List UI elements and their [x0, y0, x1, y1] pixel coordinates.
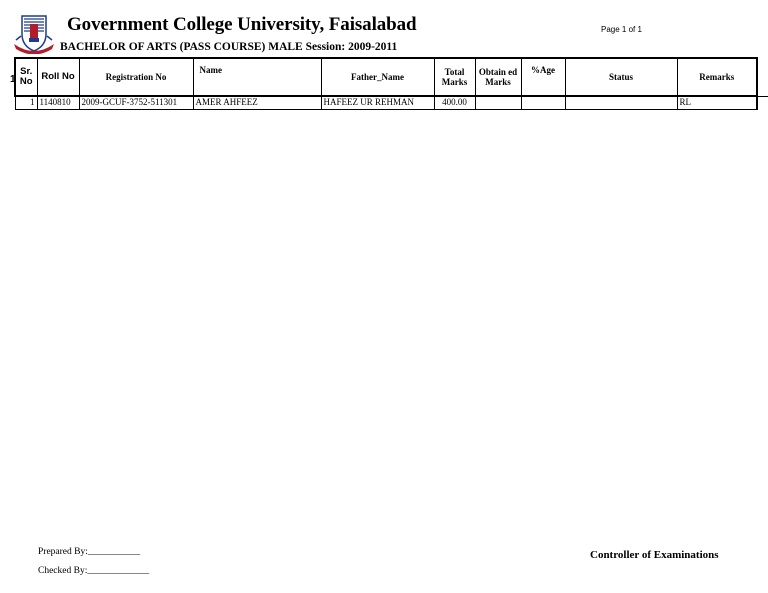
table-row — [15, 96, 757, 109]
header-rule-extension — [756, 96, 768, 97]
controller-signature-label: Controller of Examinations — [590, 549, 719, 561]
university-crest-icon — [12, 14, 56, 54]
program-session-title: BACHELOR OF ARTS (PASS COURSE) MALE Session: 2009-2011 — [60, 41, 398, 53]
col-header-sr-no: Sr. No — [15, 58, 37, 96]
results-table — [14, 57, 758, 110]
col-header-father-name: Father_Name — [321, 58, 434, 96]
cell-registration-no: 2009-GCUF-3752-511301 — [79, 96, 193, 109]
cell-total-marks: 400.00 — [434, 96, 475, 109]
cell-obtained-marks — [475, 96, 521, 109]
table-header-row — [15, 58, 757, 96]
col-header-percentage: %Age — [521, 58, 565, 96]
cell-roll-no: 1140810 — [37, 96, 79, 109]
col-header-status: Status — [565, 58, 677, 96]
cell-name: AMER AHFEEZ — [193, 96, 321, 109]
prepared-by-line: Prepared By:___________ — [38, 547, 141, 557]
cell-remarks: RL — [677, 96, 757, 109]
page-indicator: Page 1 of 1 — [601, 25, 642, 34]
col-header-total-marks: Total Marks — [434, 58, 475, 96]
margin-mark: 1 — [10, 74, 16, 85]
col-header-roll-no: Roll No — [37, 58, 79, 96]
col-header-registration-no: Registration No — [79, 58, 193, 96]
cell-percentage — [521, 96, 565, 109]
cell-father-name: HAFEEZ UR REHMAN — [321, 96, 434, 109]
checked-by-line: Checked By:_____________ — [38, 566, 150, 576]
col-header-name: Name — [193, 58, 321, 96]
col-header-obtained-marks: Obtain ed Marks — [475, 58, 521, 96]
col-header-remarks: Remarks — [677, 58, 757, 96]
cell-status — [565, 96, 677, 109]
cell-sr-no: 1 — [15, 96, 37, 109]
university-title: Government College University, Faisalabad — [67, 14, 417, 35]
